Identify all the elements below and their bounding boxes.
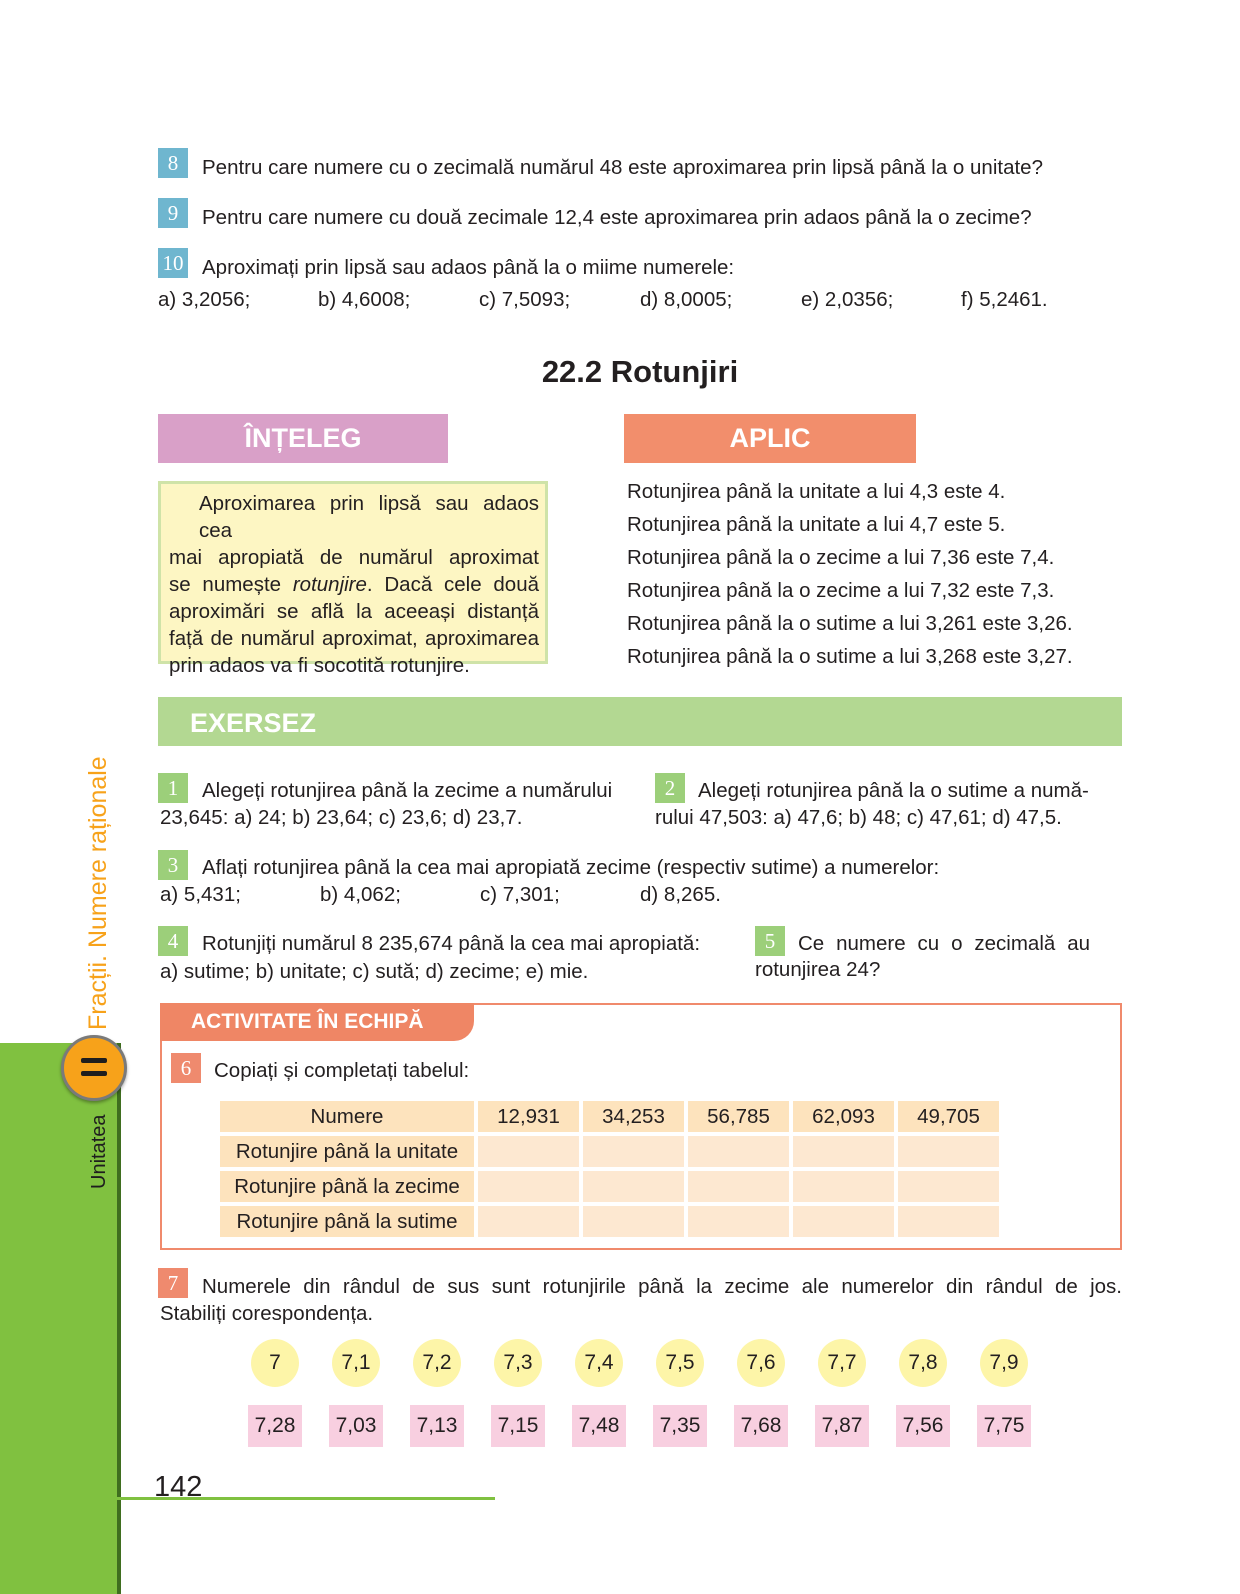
- table-header-cell: 56,785: [688, 1101, 789, 1132]
- table-row-label: Rotunjire până la zecime: [220, 1171, 474, 1202]
- rounded-value-circle: 7,4: [575, 1339, 623, 1387]
- table-row: [220, 1206, 999, 1237]
- table-row: [220, 1171, 999, 1202]
- original-value-box: 7,56: [896, 1405, 950, 1447]
- exercise-text: Numerele din rândul de sus sunt rotunjirile până la zecime ale numerelor din rândul de jos.: [202, 1275, 1122, 1298]
- table-cell: [583, 1206, 684, 1237]
- definition-box: [158, 481, 548, 677]
- page-number: 142: [154, 1471, 203, 1503]
- exercise-text: a) sutime; b) unitate; c) sută; d) zecime; e) mie.: [160, 960, 589, 983]
- table-cell: [478, 1171, 579, 1202]
- sidebar-chapter-title: Fracții. Numere raționale: [84, 756, 112, 1030]
- equals-bar-icon: [81, 1071, 107, 1076]
- example-line: Rotunjirea până la o zecime a lui 7,32 este 7,3.: [627, 579, 1055, 602]
- table-cell: [478, 1206, 579, 1237]
- rounded-value-circle: 7,1: [332, 1339, 380, 1387]
- exercise-text: Alegeți rotunjirea până la o sutime a numă-: [698, 779, 1089, 802]
- rounded-value-circle: 7: [251, 1339, 299, 1387]
- table-header-cell: 34,253: [583, 1101, 684, 1132]
- original-value-box: 7,13: [410, 1405, 464, 1447]
- exercise-option: f) 5,2461.: [961, 288, 1048, 311]
- exercise-text: Pentru care numere cu două zecimale 12,4 este aproximarea prin adaos până la o zecime?: [202, 206, 1032, 229]
- original-value-box: 7,68: [734, 1405, 788, 1447]
- original-value-box: 7,35: [653, 1405, 707, 1447]
- exercise-option: b) 4,062;: [320, 883, 401, 906]
- exercise-number-badge: 6: [171, 1053, 201, 1083]
- exercise-option: a) 5,431;: [160, 883, 241, 906]
- original-value-box: 7,75: [977, 1405, 1031, 1447]
- definition-line: față de numărul aproximat, aproximarea: [169, 627, 539, 650]
- inteleg-heading: ÎNȚELEG: [158, 414, 448, 463]
- exercise-text: Aproximați prin lipsă sau adaos până la o miime numerele:: [202, 256, 735, 279]
- table-cell: [583, 1171, 684, 1202]
- rounded-value-circle: 7,3: [494, 1339, 542, 1387]
- exercise-text: Aflați rotunjirea până la cea mai apropiată zecime (respectiv sutime) a numerelor:: [202, 856, 940, 879]
- sidebar-unit-label: Unitatea: [88, 1114, 110, 1189]
- original-value-box: 7,15: [491, 1405, 545, 1447]
- definition-line: prin adaos va fi socotită rotunjire.: [169, 654, 470, 677]
- exercise-option: d) 8,0005;: [640, 288, 733, 311]
- exersez-heading: EXERSEZ: [158, 697, 1122, 746]
- exercise-text: Rotunjiți numărul 8 235,674 până la cea mai apropiată:: [202, 932, 701, 955]
- exercise-number-badge: 1: [158, 773, 188, 803]
- exercise-text: rului 47,503: a) 47,6; b) 48; c) 47,61; d) 47,5.: [655, 806, 1062, 829]
- table-cell: [898, 1171, 999, 1202]
- rounded-value-circle: 7,2: [413, 1339, 461, 1387]
- exercise-text: Ce numere cu o zecimală au: [798, 932, 1090, 955]
- table-cell: [688, 1136, 789, 1167]
- term-rotunjire: rotunjire: [292, 573, 367, 596]
- example-line: Rotunjirea până la o sutime a lui 3,261 este 3,26.: [627, 612, 1073, 635]
- rounded-value-circle: 7,7: [818, 1339, 866, 1387]
- table-cell: [793, 1171, 894, 1202]
- original-value-box: 7,48: [572, 1405, 626, 1447]
- exercise-number-badge: 4: [158, 926, 188, 956]
- rounded-value-circle: 7,5: [656, 1339, 704, 1387]
- original-value-box: 7,87: [815, 1405, 869, 1447]
- rounding-table: [216, 1097, 1003, 1241]
- exercise-text: Stabiliți corespondența.: [160, 1302, 374, 1325]
- exercise-number-badge: 3: [158, 850, 188, 880]
- section-title: 22.2 Rotunjiri: [541, 354, 739, 389]
- exercise-number-badge: 5: [755, 926, 785, 956]
- definition-line: se numește rotunjire. Dacă cele două: [169, 573, 540, 596]
- aplic-heading: APLIC: [624, 414, 916, 463]
- table-cell: [793, 1136, 894, 1167]
- table-cell: [478, 1136, 579, 1167]
- rounded-value-circle: 7,6: [737, 1339, 785, 1387]
- equals-bar-icon: [81, 1058, 107, 1063]
- exercise-option: e) 2,0356;: [801, 288, 894, 311]
- team-activity-heading: ACTIVITATE ÎN ECHIPĂ: [160, 1003, 474, 1041]
- table-header-cell: Numere: [220, 1101, 474, 1132]
- table-cell: [583, 1136, 684, 1167]
- example-line: Rotunjirea până la o sutime a lui 3,268 este 3,27.: [627, 645, 1073, 668]
- table-header-cell: 49,705: [898, 1101, 999, 1132]
- exercise-number-badge: 10: [158, 248, 188, 278]
- table-cell: [688, 1206, 789, 1237]
- table-cell: [898, 1206, 999, 1237]
- sidebar-shadow: [117, 1043, 121, 1594]
- table-cell: [688, 1171, 789, 1202]
- exercise-text: Pentru care numere cu o zecimală numărul 48 este aproximarea prin lipsă până la o unitate?: [202, 156, 1043, 179]
- original-value-box: 7,28: [248, 1405, 302, 1447]
- exercise-text: 23,645: a) 24; b) 23,64; c) 23,6; d) 23,7.: [160, 806, 523, 829]
- definition-line: aproximări se află la aceeași distanță: [169, 600, 539, 623]
- exercise-text: Alegeți rotunjirea până la zecime a numărului: [202, 779, 613, 802]
- table-row-label: Rotunjire până la unitate: [220, 1136, 474, 1167]
- table-cell: [793, 1206, 894, 1237]
- exercise-option: b) 4,6008;: [318, 288, 411, 311]
- exercise-number-badge: 7: [158, 1268, 188, 1298]
- exercise-text: rotunjirea 24?: [755, 958, 881, 981]
- exercise-option: d) 8,265.: [640, 883, 721, 906]
- table-row: [220, 1136, 999, 1167]
- unit-number-emblem: [61, 1035, 127, 1101]
- rounded-value-circle: 7,9: [980, 1339, 1028, 1387]
- exercise-option: c) 7,5093;: [479, 288, 571, 311]
- table-header-cell: 12,931: [478, 1101, 579, 1132]
- example-line: Rotunjirea până la o zecime a lui 7,36 este 7,4.: [627, 546, 1055, 569]
- rounded-value-circle: 7,8: [899, 1339, 947, 1387]
- example-line: Rotunjirea până la unitate a lui 4,7 este 5.: [627, 513, 1006, 536]
- table-header-cell: 62,093: [793, 1101, 894, 1132]
- definition-line: mai apropiată de numărul aproximat: [169, 546, 539, 569]
- exercise-option: a) 3,2056;: [158, 288, 251, 311]
- exercise-number-badge: 2: [655, 773, 685, 803]
- exercise-option: c) 7,301;: [480, 883, 560, 906]
- exercise-number-badge: 9: [158, 198, 188, 228]
- table-header-row: [220, 1101, 999, 1132]
- exercise-text: Copiați și completați tabelul:: [214, 1059, 470, 1082]
- example-line: Rotunjirea până la unitate a lui 4,3 este 4.: [627, 480, 1006, 503]
- definition-line: Aproximarea prin lipsă sau adaos cea: [199, 492, 539, 542]
- original-value-box: 7,03: [329, 1405, 383, 1447]
- table-cell: [898, 1136, 999, 1167]
- exercise-number-badge: 8: [158, 148, 188, 178]
- table-row-label: Rotunjire până la sutime: [220, 1206, 474, 1237]
